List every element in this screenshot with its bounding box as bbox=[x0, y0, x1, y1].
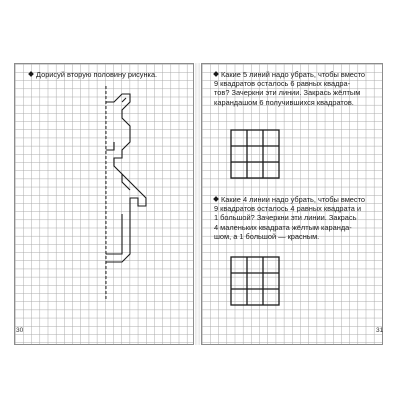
bear-outline-leg bbox=[106, 214, 122, 254]
right-page bbox=[201, 63, 383, 345]
bear-half-figure bbox=[15, 64, 195, 346]
task-draw-half-text: Дорисуй вторую половину рисунка. bbox=[36, 70, 158, 79]
page-number-right: 31 bbox=[376, 327, 384, 334]
matchstick-grid-2 bbox=[202, 64, 384, 346]
task-remove-5-lines-text: Какие 5 линий надо убрать, чтобы вместо 9 квадратов осталось 6 равных квадра- тов? Зачеркни эти линии. Закрась жёлтым карандашом 6 получившихся квадратов. bbox=[214, 70, 366, 107]
bear-outline-paw bbox=[122, 174, 130, 190]
left-page bbox=[14, 63, 194, 345]
task-remove-4-lines-text: Какие 4 линии надо убрать, чтобы вместо 9 квадратов осталось 4 равных квадрата и 1 большой? Зачеркни эти линии. Закрась 4 маленьких квадрата жёлтым каранда- шом, а 1 большой — красным. bbox=[214, 195, 366, 241]
bear-outline bbox=[106, 94, 146, 262]
page-number-left: 30 bbox=[16, 327, 24, 334]
bear-outline-ear-inner bbox=[122, 98, 126, 102]
bear-outline-eye bbox=[106, 142, 114, 150]
book-spine bbox=[195, 63, 200, 345]
